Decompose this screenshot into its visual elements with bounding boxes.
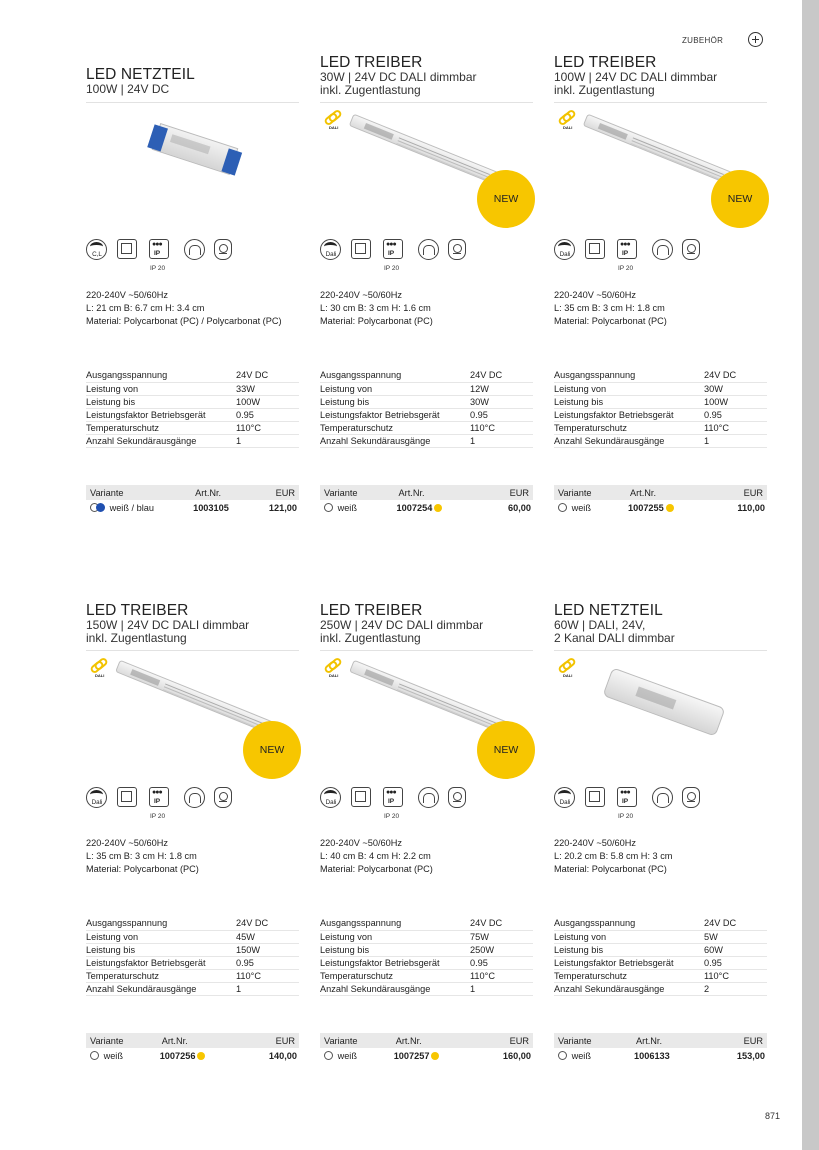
attribute-row xyxy=(320,956,533,969)
product-title-block xyxy=(86,67,299,103)
attribute-label: Leistung von xyxy=(320,382,470,395)
variant-table xyxy=(320,1033,533,1064)
variant-header: Variante xyxy=(86,1033,158,1048)
dali-logo-icon: DALI xyxy=(322,659,344,681)
eur-header: EUR xyxy=(251,485,299,500)
color-swatch-icon xyxy=(558,1051,567,1060)
attribute-label: Leistung von xyxy=(554,930,704,943)
attribute-value: 1 xyxy=(470,434,533,447)
attribute-label: Ausgangsspannung xyxy=(554,369,704,382)
attribute-value: 0.95 xyxy=(704,408,767,421)
attribute-value: 60W xyxy=(704,943,767,956)
attribute-value: 24V DC xyxy=(470,917,533,930)
artnr-header: Art.Nr. xyxy=(632,1033,707,1048)
article-number: 1007255 xyxy=(627,503,664,513)
attribute-label: Leistung bis xyxy=(86,943,236,956)
eur-header: EUR xyxy=(244,1033,299,1048)
product-title-block xyxy=(554,55,767,103)
attribute-value: 1 xyxy=(704,434,767,447)
attribute-label: Temperaturschutz xyxy=(554,969,704,982)
variant-row[interactable] xyxy=(554,500,767,516)
feature-icons xyxy=(86,239,236,263)
ip-caption: IP 20 xyxy=(384,813,400,820)
attribute-row xyxy=(554,943,767,956)
protection-class-icon xyxy=(351,239,371,259)
attribute-value: 24V DC xyxy=(236,369,299,382)
ip-rating-icon: ●●● IP xyxy=(383,239,403,259)
eur-header: EUR xyxy=(478,1033,533,1048)
product-image xyxy=(146,127,241,177)
protection-class-icon xyxy=(585,239,605,259)
product-title-block xyxy=(320,603,533,651)
attribute-label: Leistung bis xyxy=(554,943,704,956)
availability-dot-icon xyxy=(197,1052,205,1060)
attribute-value: 250W xyxy=(470,943,533,956)
variant-name: weiß xyxy=(571,503,591,513)
attribute-label: Leistungsfaktor Betriebsgerät xyxy=(554,408,704,421)
variant-row[interactable] xyxy=(86,1048,299,1064)
attribute-row xyxy=(86,434,299,447)
attribute-row xyxy=(320,982,533,995)
variant-header: Variante xyxy=(86,485,191,500)
attribute-value: 75W xyxy=(470,930,533,943)
attribute-row xyxy=(320,408,533,421)
plus-circle-icon[interactable] xyxy=(748,32,763,47)
attribute-label: Ausgangsspannung xyxy=(86,369,236,382)
attribute-label: Temperaturschutz xyxy=(554,421,704,434)
attribute-row xyxy=(554,930,767,943)
attribute-row xyxy=(86,982,299,995)
attribute-label: Anzahl Sekundärausgänge xyxy=(86,982,236,995)
spec-dimensions: L: 35 cm B: 3 cm H: 1.8 cm xyxy=(86,851,197,861)
attribute-row xyxy=(86,408,299,421)
safety-icon xyxy=(448,239,466,260)
product-subtitle: 150W | 24V DC DALI dimmbar xyxy=(86,618,250,632)
attribute-label: Ausgangsspannung xyxy=(554,917,704,930)
availability-dot-icon xyxy=(431,1052,439,1060)
dimmer-icon: Dali xyxy=(320,787,341,808)
price: 121,00 xyxy=(268,503,297,513)
attribute-table xyxy=(320,369,533,448)
attribute-label: Leistungsfaktor Betriebsgerät xyxy=(86,408,236,421)
spec-voltage: 220-240V ~50/60Hz xyxy=(86,290,168,300)
safety-icon xyxy=(214,239,232,260)
ip-rating-icon: ●●● IP xyxy=(617,787,637,807)
thermal-protection-icon xyxy=(184,239,205,260)
attribute-label: Temperaturschutz xyxy=(86,969,236,982)
attribute-label: Leistung von xyxy=(554,382,704,395)
artnr-cell xyxy=(191,500,251,516)
attribute-value: 110°C xyxy=(236,421,299,434)
attribute-row xyxy=(86,930,299,943)
artnr-cell xyxy=(632,1048,707,1064)
product-subtitle: 100W | 24V DC DALI dimmbar xyxy=(554,70,718,84)
attribute-value: 5W xyxy=(704,930,767,943)
variant-cell xyxy=(86,500,191,516)
spec-voltage: 220-240V ~50/60Hz xyxy=(554,290,636,300)
attribute-value: 110°C xyxy=(470,421,533,434)
variant-table xyxy=(554,1033,767,1064)
artnr-header: Art.Nr. xyxy=(395,485,484,500)
new-badge: NEW xyxy=(477,170,535,228)
attribute-row xyxy=(86,369,299,382)
attribute-row xyxy=(554,395,767,408)
attribute-value: 100W xyxy=(236,395,299,408)
attribute-row xyxy=(86,956,299,969)
spec-dimensions: L: 20.2 cm B: 5.8 cm H: 3 cm xyxy=(554,851,673,861)
product-subtitle-2: inkl. Zugentlastung xyxy=(86,631,187,645)
product-card xyxy=(320,55,535,595)
price: 160,00 xyxy=(502,1051,531,1061)
variant-cell xyxy=(554,500,626,516)
article-number: 1007256 xyxy=(159,1051,196,1061)
variant-header-row xyxy=(554,485,767,500)
attribute-value: 24V DC xyxy=(470,369,533,382)
attribute-label: Leistung bis xyxy=(554,395,704,408)
product-title-block xyxy=(86,603,299,651)
dali-logo-icon: DALI xyxy=(322,111,344,133)
attribute-label: Leistungsfaktor Betriebsgerät xyxy=(86,956,236,969)
attribute-label: Ausgangsspannung xyxy=(320,917,470,930)
color-swatch-icon xyxy=(558,503,567,512)
attribute-value: 24V DC xyxy=(236,917,299,930)
product-image xyxy=(599,675,729,735)
variant-row[interactable] xyxy=(86,500,299,516)
thermal-protection-icon xyxy=(652,787,673,808)
product-title: LED NETZTEIL xyxy=(86,66,195,83)
ip-rating-icon: ●●● IP xyxy=(383,787,403,807)
attribute-value: 110°C xyxy=(704,421,767,434)
attribute-row xyxy=(554,408,767,421)
attribute-value: 24V DC xyxy=(704,369,767,382)
attribute-label: Leistungsfaktor Betriebsgerät xyxy=(320,956,470,969)
spec-material: Material: Polycarbonat (PC) xyxy=(86,864,199,874)
attribute-value: 0.95 xyxy=(236,956,299,969)
attribute-row xyxy=(86,943,299,956)
safety-icon xyxy=(682,239,700,260)
safety-icon xyxy=(682,787,700,808)
side-color-bar xyxy=(802,0,819,1150)
dimmer-icon: C,L xyxy=(86,239,107,260)
attribute-row xyxy=(554,917,767,930)
attribute-value: 1 xyxy=(470,982,533,995)
product-subtitle: 30W | 24V DC DALI dimmbar xyxy=(320,70,477,84)
artnr-header: Art.Nr. xyxy=(191,485,251,500)
feature-icons xyxy=(320,787,470,811)
attribute-value: 0.95 xyxy=(704,956,767,969)
safety-icon xyxy=(214,787,232,808)
article-number: 1007254 xyxy=(396,503,433,513)
spec-material: Material: Polycarbonat (PC) xyxy=(554,316,667,326)
product-subtitle-2: inkl. Zugentlastung xyxy=(554,83,655,97)
artnr-header: Art.Nr. xyxy=(158,1033,244,1048)
color-swatch-icon xyxy=(324,503,333,512)
attribute-row xyxy=(320,421,533,434)
variant-table xyxy=(86,1033,299,1064)
product-title: LED NETZTEIL xyxy=(554,602,663,619)
thermal-protection-icon xyxy=(418,239,439,260)
attribute-row xyxy=(86,421,299,434)
ip-rating-icon: ●●● IP xyxy=(149,787,169,807)
availability-dot-icon xyxy=(666,504,674,512)
variant-name: weiß xyxy=(337,503,357,513)
attribute-value: 110°C xyxy=(236,969,299,982)
variant-table xyxy=(320,485,533,516)
thermal-protection-icon xyxy=(184,787,205,808)
variant-header: Variante xyxy=(320,485,395,500)
product-subtitle-2: inkl. Zugentlastung xyxy=(320,83,421,97)
attribute-value: 0.95 xyxy=(236,408,299,421)
article-number: 1003105 xyxy=(193,503,229,513)
artnr-cell xyxy=(392,1048,478,1064)
price: 110,00 xyxy=(737,503,765,513)
product-subtitle-2: inkl. Zugentlastung xyxy=(320,631,421,645)
variant-header-row xyxy=(320,1033,533,1048)
variant-table xyxy=(554,485,767,516)
product-title: LED TREIBER xyxy=(320,54,423,71)
spec-voltage: 220-240V ~50/60Hz xyxy=(554,838,636,848)
variant-table xyxy=(86,485,299,516)
spec-voltage: 220-240V ~50/60Hz xyxy=(320,838,402,848)
spec-voltage: 220-240V ~50/60Hz xyxy=(320,290,402,300)
attribute-value: 30W xyxy=(470,395,533,408)
attribute-label: Ausgangsspannung xyxy=(320,369,470,382)
attribute-value: 1 xyxy=(236,982,299,995)
variant-header: Variante xyxy=(554,485,626,500)
attribute-table xyxy=(86,369,299,448)
ip-caption: IP 20 xyxy=(150,813,166,820)
ip-rating-icon: ●●● IP xyxy=(617,239,637,259)
ip-caption: IP 20 xyxy=(618,265,634,272)
spec-material: Material: Polycarbonat (PC) xyxy=(320,316,433,326)
protection-class-icon xyxy=(117,239,137,259)
attribute-label: Ausgangsspannung xyxy=(86,917,236,930)
attribute-row xyxy=(554,969,767,982)
price: 140,00 xyxy=(268,1051,297,1061)
page-number: 871 xyxy=(765,1111,781,1121)
attribute-label: Temperaturschutz xyxy=(320,421,470,434)
variant-header: Variante xyxy=(554,1033,632,1048)
attribute-row xyxy=(554,369,767,382)
attribute-value: 1 xyxy=(236,434,299,447)
variant-header-row xyxy=(320,485,533,500)
artnr-header: Art.Nr. xyxy=(626,485,712,500)
variant-header-row xyxy=(86,1033,299,1048)
ip-caption: IP 20 xyxy=(384,265,400,272)
spec-dimensions: L: 35 cm B: 3 cm H: 1.8 cm xyxy=(554,303,665,313)
attribute-table xyxy=(320,917,533,996)
attribute-table xyxy=(554,917,767,996)
dali-logo-icon: DALI xyxy=(556,659,578,681)
attribute-row xyxy=(554,956,767,969)
attribute-value: 150W xyxy=(236,943,299,956)
variant-cell xyxy=(320,500,395,516)
variant-row[interactable] xyxy=(554,1048,767,1064)
attribute-row xyxy=(554,421,767,434)
product-subtitle: 60W | DALI, 24V, xyxy=(554,618,646,632)
ip-caption: IP 20 xyxy=(150,265,166,272)
variant-row[interactable] xyxy=(320,1048,533,1064)
dimmer-icon: Dali xyxy=(86,787,107,808)
attribute-row xyxy=(86,382,299,395)
attribute-label: Anzahl Sekundärausgänge xyxy=(554,434,704,447)
spec-material: Material: Polycarbonat (PC) / Polycarbonat (PC) xyxy=(86,316,282,326)
attribute-label: Leistungsfaktor Betriebsgerät xyxy=(554,956,704,969)
thermal-protection-icon xyxy=(418,787,439,808)
ip-rating-icon: ●●● IP xyxy=(149,239,169,259)
product-title-block xyxy=(554,603,767,651)
spec-voltage: 220-240V ~50/60Hz xyxy=(86,838,168,848)
attribute-label: Anzahl Sekundärausgänge xyxy=(320,434,470,447)
variant-header: Variante xyxy=(320,1033,392,1048)
variant-header-row xyxy=(554,1033,767,1048)
article-number: 1007257 xyxy=(393,1051,430,1061)
product-card xyxy=(86,67,301,607)
attribute-label: Anzahl Sekundärausgänge xyxy=(554,982,704,995)
product-title: LED TREIBER xyxy=(320,602,423,619)
ip-caption: IP 20 xyxy=(618,813,634,820)
spec-dimensions: L: 30 cm B: 3 cm H: 1.6 cm xyxy=(320,303,431,313)
variant-name: weiß / blau xyxy=(109,503,154,513)
protection-class-icon xyxy=(117,787,137,807)
variant-name: weiß xyxy=(571,1051,591,1061)
artnr-cell xyxy=(626,500,712,516)
product-subtitle: 250W | 24V DC DALI dimmbar xyxy=(320,618,484,632)
feature-icons xyxy=(86,787,236,811)
product-subtitle-2: 2 Kanal DALI dimmbar xyxy=(554,631,675,645)
attribute-label: Temperaturschutz xyxy=(320,969,470,982)
attribute-row xyxy=(554,982,767,995)
variant-name: weiß xyxy=(103,1051,123,1061)
product-card xyxy=(554,55,769,595)
attribute-label: Leistung bis xyxy=(320,395,470,408)
eur-header: EUR xyxy=(484,485,533,500)
attribute-value: 0.95 xyxy=(470,408,533,421)
attribute-value: 110°C xyxy=(470,969,533,982)
attribute-label: Anzahl Sekundärausgänge xyxy=(86,434,236,447)
attribute-label: Leistung bis xyxy=(86,395,236,408)
price: 60,00 xyxy=(508,503,531,513)
attribute-row xyxy=(86,395,299,408)
variant-header-row xyxy=(86,485,299,500)
attribute-value: 12W xyxy=(470,382,533,395)
variant-cell xyxy=(320,1048,392,1064)
attribute-value: 0.95 xyxy=(470,956,533,969)
new-badge: NEW xyxy=(477,721,535,779)
attribute-value: 2 xyxy=(704,982,767,995)
attribute-value: 24V DC xyxy=(704,917,767,930)
eur-header: EUR xyxy=(712,485,767,500)
attribute-label: Leistung von xyxy=(86,930,236,943)
dimmer-icon: Dali xyxy=(320,239,341,260)
attribute-label: Temperaturschutz xyxy=(86,421,236,434)
attribute-label: Leistungsfaktor Betriebsgerät xyxy=(320,408,470,421)
feature-icons xyxy=(320,239,470,263)
variant-cell xyxy=(554,1048,632,1064)
product-title: LED TREIBER xyxy=(554,54,657,71)
artnr-cell xyxy=(158,1048,244,1064)
attribute-row xyxy=(320,917,533,930)
new-badge: NEW xyxy=(243,721,301,779)
dimmer-icon: Dali xyxy=(554,787,575,808)
spec-material: Material: Polycarbonat (PC) xyxy=(554,864,667,874)
eur-header: EUR xyxy=(707,1033,767,1048)
variant-row[interactable] xyxy=(320,500,533,516)
attribute-value: 45W xyxy=(236,930,299,943)
attribute-row xyxy=(554,382,767,395)
protection-class-icon xyxy=(585,787,605,807)
attribute-value: 100W xyxy=(704,395,767,408)
dali-logo-icon: DALI xyxy=(88,659,110,681)
attribute-label: Anzahl Sekundärausgänge xyxy=(320,982,470,995)
attribute-row xyxy=(320,969,533,982)
attribute-row xyxy=(320,369,533,382)
availability-dot-icon xyxy=(434,504,442,512)
product-title: LED TREIBER xyxy=(86,602,189,619)
attribute-row xyxy=(86,969,299,982)
product-subtitle: 100W | 24V DC xyxy=(86,82,170,96)
dali-logo-icon: DALI xyxy=(556,111,578,133)
feature-icons xyxy=(554,787,704,811)
attribute-row xyxy=(320,930,533,943)
artnr-cell xyxy=(395,500,484,516)
price: 153,00 xyxy=(736,1051,765,1061)
attribute-value: 110°C xyxy=(704,969,767,982)
thermal-protection-icon xyxy=(652,239,673,260)
attribute-row xyxy=(320,943,533,956)
variant-name: weiß xyxy=(337,1051,357,1061)
attribute-row xyxy=(320,395,533,408)
product-card xyxy=(320,603,535,1143)
spec-material: Material: Polycarbonat (PC) xyxy=(320,864,433,874)
color-swatch-icon xyxy=(324,1051,333,1060)
attribute-label: Leistung bis xyxy=(320,943,470,956)
safety-icon xyxy=(448,787,466,808)
variant-cell xyxy=(86,1048,158,1064)
attribute-value: 30W xyxy=(704,382,767,395)
attribute-value: 33W xyxy=(236,382,299,395)
attribute-row xyxy=(320,382,533,395)
spec-dimensions: L: 21 cm B: 6.7 cm H: 3.4 cm xyxy=(86,303,205,313)
attribute-row xyxy=(86,917,299,930)
attribute-label: Leistung von xyxy=(86,382,236,395)
attribute-label: Leistung von xyxy=(320,930,470,943)
attribute-table xyxy=(86,917,299,996)
new-badge: NEW xyxy=(711,170,769,228)
product-card xyxy=(86,603,301,1143)
article-number: 1006133 xyxy=(634,1051,670,1061)
attribute-table xyxy=(554,369,767,448)
color-swatch-blue-icon xyxy=(96,503,105,512)
color-swatch-icon xyxy=(90,1051,99,1060)
dimmer-icon: Dali xyxy=(554,239,575,260)
spec-dimensions: L: 40 cm B: 4 cm H: 2.2 cm xyxy=(320,851,431,861)
attribute-row xyxy=(554,434,767,447)
product-card xyxy=(554,603,769,1143)
protection-class-icon xyxy=(351,787,371,807)
attribute-row xyxy=(320,434,533,447)
product-title-block xyxy=(320,55,533,103)
section-label: ZUBEHÖR xyxy=(682,36,724,45)
artnr-header: Art.Nr. xyxy=(392,1033,478,1048)
feature-icons xyxy=(554,239,704,263)
